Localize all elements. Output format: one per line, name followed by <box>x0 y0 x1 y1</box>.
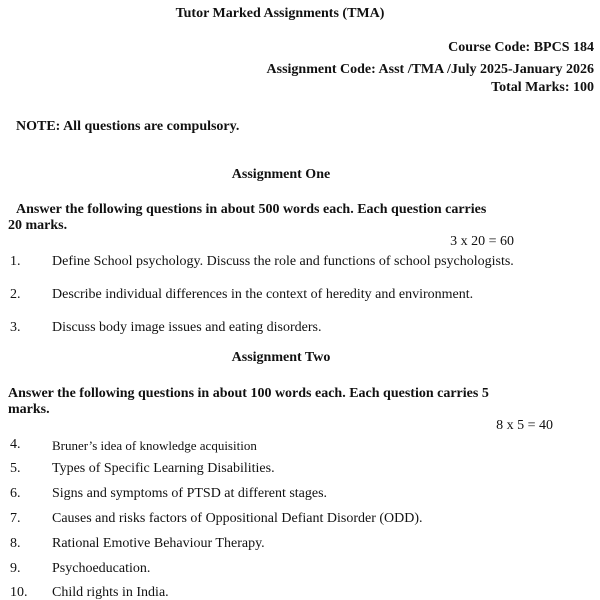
note: NOTE: All questions are compulsory. <box>16 119 240 134</box>
question-text: Rational Emotive Behaviour Therapy. <box>52 536 265 551</box>
assignment-two-marks: 8 x 5 = 40 <box>496 418 553 433</box>
assignment-two-instruction: Answer the following questions in about 100 words each. Each question carries 5 <box>8 386 489 401</box>
assignment-one-instruction: Answer the following questions in about 500 words each. Each question carries <box>16 202 487 217</box>
question-text: Causes and risks factors of Oppositional Defiant Disorder (ODD). <box>52 511 423 526</box>
question-number: 5. <box>10 461 21 476</box>
question-text: Bruner’s idea of knowledge acquisition <box>52 438 257 453</box>
question-text: Child rights in India. <box>52 585 169 600</box>
question-number: 9. <box>10 561 21 576</box>
assignment-one-marks: 3 x 20 = 60 <box>450 234 514 249</box>
question-number: 3. <box>10 320 21 335</box>
total-marks: Total Marks: 100 <box>491 80 594 95</box>
question-number: 1. <box>10 254 21 269</box>
question-text: Define School psychology. Discuss the role and functions of school psychologists. <box>52 254 514 269</box>
question-text: Discuss body image issues and eating disorders. <box>52 320 322 335</box>
assignment-two-instruction-cont: marks. <box>8 402 50 417</box>
question-number: 2. <box>10 287 21 302</box>
assignment-one-instruction-cont: 20 marks. <box>8 218 68 233</box>
question-number: 6. <box>10 486 21 501</box>
question-number: 4. <box>10 437 21 452</box>
question-text: Signs and symptoms of PTSD at different stages. <box>52 486 328 501</box>
course-code: Course Code: BPCS 184 <box>448 40 594 55</box>
assignment-two-heading: Assignment Two <box>231 350 331 365</box>
question-text: Psychoeducation. <box>52 561 151 576</box>
assignment-code: Assignment Code: Asst /TMA /July 2025-January 2026 <box>266 62 594 77</box>
assignment-one-heading: Assignment One <box>231 167 331 182</box>
question-number: 8. <box>10 536 21 551</box>
question-number: 7. <box>10 511 21 526</box>
question-number: 10. <box>10 585 28 600</box>
question-text: Types of Specific Learning Disabilities. <box>52 461 275 476</box>
document-title: Tutor Marked Assignments (TMA) <box>175 6 385 21</box>
question-text: Describe individual differences in the context of heredity and environment. <box>52 287 474 302</box>
